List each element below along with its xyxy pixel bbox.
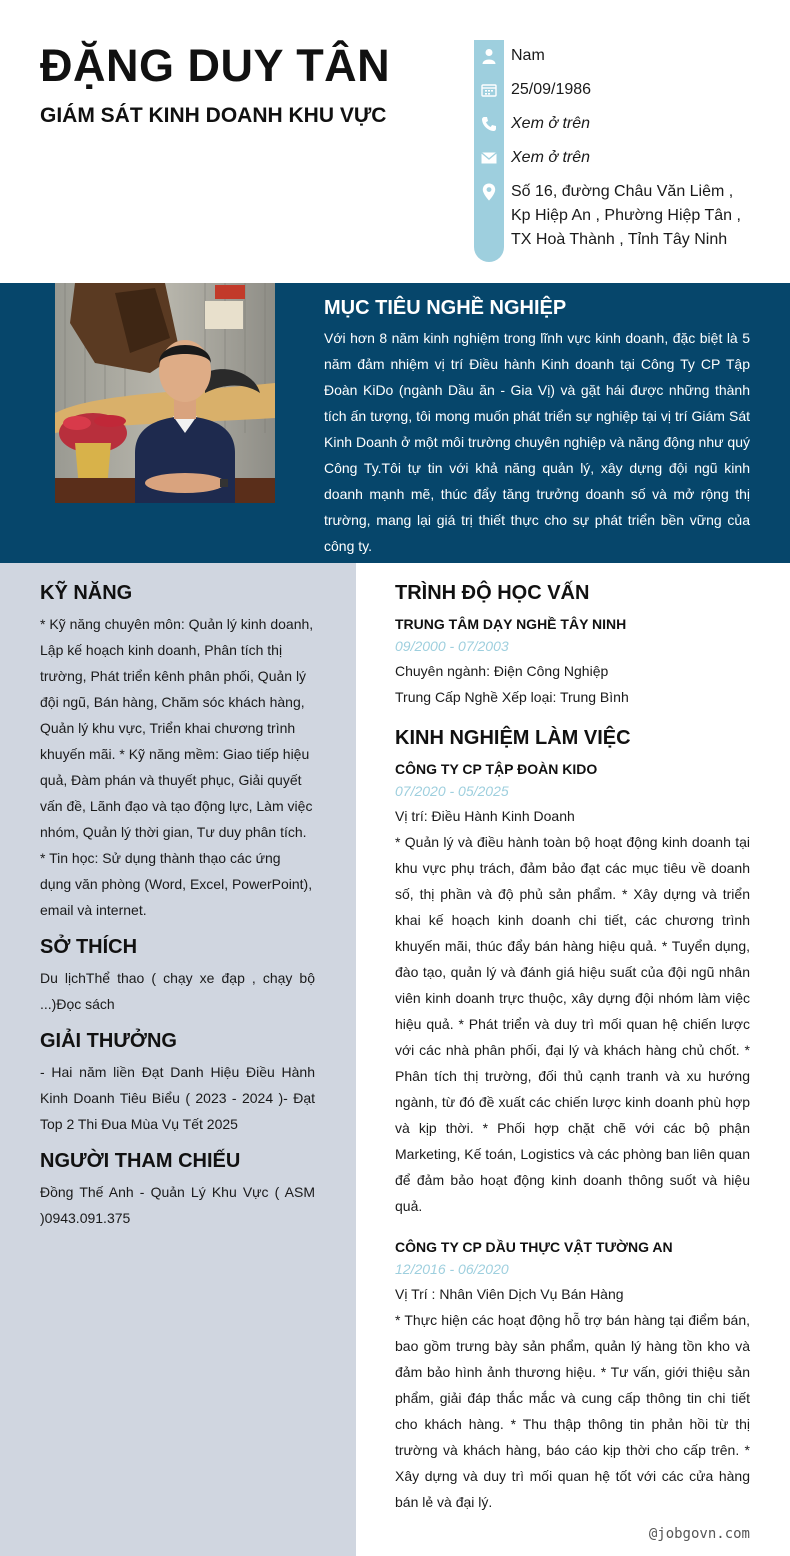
education-grade: Trung Cấp Nghề Xếp loại: Trung Bình [395, 689, 629, 705]
job-entry [395, 1239, 750, 1515]
job-description: * Thực hiện các hoạt động hỗ trợ bán hàng tại điểm bán, bao gồm trưng bày sản phẩm, quản lý hàng tồn kho và đảm bảo hình ảnh thương hiệu. * Tư vấn, giới thiệu sản phẩm, giải đáp thắc mắc và cung cấp thông tin chi tiết cho khách hàng. * Thu thập thông tin phản hồi từ thị trường và khách hàng, báo cáo kịp thời cho cấp trên. * Xây dựng và duy trì mối quan hệ tốt với các cửa hàng bán lẻ và đại lý. [395, 1312, 750, 1510]
skills-section [40, 582, 315, 923]
education-school: TRUNG TÂM DẠY NGHỀ TÂY NINH [395, 616, 627, 632]
contact-phone: Xem ở trên [474, 112, 764, 136]
job-position: Vị Trí : Nhân Viên Dịch Vụ Bán Hàng [395, 1286, 624, 1302]
contact-gender: Nam [474, 44, 764, 68]
job-description: * Quản lý và điều hành toàn bộ hoạt động kinh doanh tại khu vực phụ trách, đảm bảo đạt các mục tiêu về doanh số, thị phần và độ phủ sản phẩm. * Xây dựng và triển khai kế hoạch kinh doanh chi tiết, các chương trình khuyến mãi, thúc đẩy bán hàng hiệu quả. * Tuyển dụng, đào tạo, quản lý và đánh giá hiệu suất của đội ngũ nhân viên kinh doanh trực thuộc, xây dựng đội nhóm làm việc hiệu quả. * Phát triển và duy trì mối quan hệ chiến lược với các nhà phân phối, đại lý và khách hàng chủ chốt. * Phân tích thị trường, đối thủ cạnh tranh và xu hướng ngành, từ đó đề xuất các chiến lược kinh doanh phù hợp và kịp thời. * Phối hợp chặt chẽ với các bộ phận Marketing, Kế toán, Logistics và các phòng ban liên quan để đảm bảo hoạt động kinh doanh thông suốt và hiệu quả. [395, 834, 750, 1214]
calendar-icon [474, 78, 504, 102]
watermark: @jobgovn.com [648, 1526, 750, 1542]
objective-text: Với hơn 8 năm kinh nghiệm trong lĩnh vực kinh doanh, đặc biệt là 5 năm đảm nhiệm vị trí Điều hành Kinh doanh tại Công Ty CP Tập Đoàn KiDo (ngành Dầu ăn - Gia Vị) và gặt hái được những thành tích ấn tượng, tôi mong muốn phát triển sự nghiệp tại vị trí Giám Sát Kinh Doanh ở một môi trường chuyên nghiệp và năng động như quý Công Ty.Tôi tự tin với khả năng quản lý, xây dựng đội ngũ kinh doanh mạnh mẽ, thúc đẩy tăng trưởng doanh số và mở rộng thị trường, mang lại giá trị thiết thực cho sự phát triển bền vững của công ty. [324, 330, 750, 554]
job-date: 07/2020 - 05/2025 [395, 783, 509, 799]
education-date: 09/2000 - 07/2003 [395, 638, 509, 654]
education-major: Chuyên ngành: Điện Công Nghiệp [395, 663, 609, 679]
contact-address: Số 16, đường Châu Văn Liêm , Kp Hiệp An , Phường Hiệp Tân , TX Hoà Thành , Tỉnh Tây Ninh [474, 180, 764, 252]
hobbies-text: Du lịchThể thao ( chạy xe đạp , chạy bộ ...)Đọc sách [40, 970, 315, 1012]
awards-title: GIẢI THƯỞNG [40, 1030, 177, 1052]
portrait-illustration [55, 283, 275, 503]
skills-title: KỸ NĂNG [40, 582, 133, 604]
education-section [395, 582, 750, 710]
envelope-icon [474, 146, 504, 170]
awards-text: - Hai năm liền Đạt Danh Hiệu Điều Hành Kinh Doanh Tiêu Biểu ( 2023 - 2024 )- Đạt Top 2 Thi Đua Mùa Vụ Tết 2025 [40, 1064, 315, 1132]
job-company: CÔNG TY CP DẦU THỰC VẬT TƯỜNG AN [395, 1239, 673, 1255]
hobbies-section [40, 936, 315, 1017]
references-section [40, 1150, 315, 1231]
job-company: CÔNG TY CP TẬP ĐOÀN KIDO [395, 761, 598, 777]
references-title: NGƯỜI THAM CHIẾU [40, 1150, 241, 1172]
phone-icon [474, 112, 504, 136]
experience-title: KINH NGHIỆM LÀM VIỆC [395, 727, 631, 749]
skills-text: * Kỹ năng chuyên môn: Quản lý kinh doanh, Lập kế hoạch kinh doanh, Phân tích thị trường, Phát triển kênh phân phối, Quản lý đội ngũ, Bán hàng, Chăm sóc khách hàng, Quản lý khu vực, Triển khai chương trình khuyến mãi. * Kỹ năng mềm: Giao tiếp hiệu quả, Đàm phán và thuyết phục, Giải quyết vấn đề, Lãnh đạo và tạo động lực, Làm việc nhóm, Quản lý thời gian, Tư duy phân tích. * Tin học: Sử dụng thành thạo các ứng dụng văn phòng (Word, Excel, PowerPoint), email và internet. [40, 616, 314, 918]
hobbies-title: SỞ THÍCH [40, 936, 138, 958]
awards-section [40, 1030, 315, 1137]
objective-title: MỤC TIÊU NGHỀ NGHIỆP [324, 297, 567, 319]
candidate-title: GIÁM SÁT KINH DOANH KHU VỰC [40, 104, 387, 127]
education-title: TRÌNH ĐỘ HỌC VẤN [395, 582, 590, 604]
contact-birthday: 25/09/1986 [474, 78, 764, 102]
job-date: 12/2016 - 06/2020 [395, 1261, 509, 1277]
job-entry [395, 761, 750, 1219]
experience-section [395, 727, 750, 1515]
references-text: Đồng Thế Anh - Quản Lý Khu Vực ( ASM )0943.091.375 [40, 1184, 315, 1226]
contact-email: Xem ở trên [474, 146, 764, 170]
location-pin-icon [474, 180, 504, 204]
person-icon [474, 44, 504, 68]
candidate-name: ĐẶNG DUY TÂN [40, 40, 391, 91]
profile-photo [55, 283, 275, 503]
job-position: Vị trí: Điều Hành Kinh Doanh [395, 808, 575, 824]
